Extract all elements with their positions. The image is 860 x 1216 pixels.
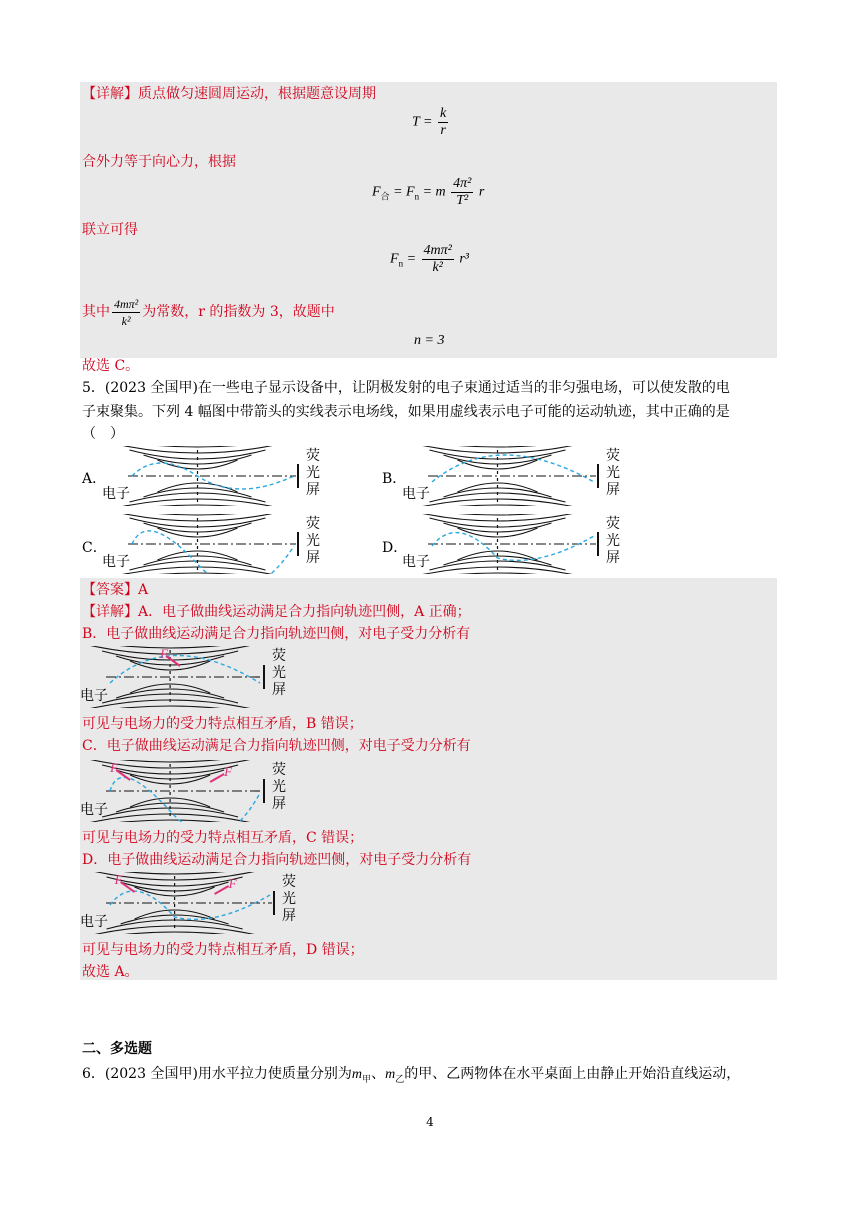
electron-label: 电子 [102, 554, 130, 570]
electron-label: 电子 [80, 802, 108, 818]
q6-m2-sub: 乙 [395, 1074, 405, 1085]
screen-label: 屏 [272, 796, 286, 812]
option-a-figure [102, 446, 332, 506]
q5-line2: 子束聚集。下列 4 幅图中带箭头的实线表示电场线，如果用虚线表示电子可能的运动轨迹，其中正确的是 [82, 404, 730, 420]
force-label: F [160, 646, 169, 661]
q5-line3: （ ） [82, 426, 124, 442]
q6-line1 [82, 1064, 740, 1090]
screen-label: 光 [272, 779, 286, 795]
formula-lhs: T = [412, 114, 433, 130]
q5-line1: 5．(2023 全国甲)在一些电子显示设备中，让阴极发射的电子束通过适当的非匀强电场，可以使发散的电 [82, 380, 730, 396]
option-c-figure [102, 514, 332, 574]
option-b-label: B． [382, 471, 407, 487]
screen-label: 光 [306, 465, 320, 481]
formula-n: n = 3 [414, 333, 445, 348]
q6-m1-sub: 甲 [362, 1074, 372, 1085]
screen-label: 荧 [272, 762, 286, 778]
wrong-d: 可见与电场力的受力特点相互矛盾，D 错误； [82, 942, 364, 958]
f-mid-sub: n [414, 191, 420, 202]
detail-a: 【详解】A．电子做曲线运动满足合力指向轨迹凹侧，A 正确； [82, 604, 471, 620]
electron-label: 电子 [402, 554, 430, 570]
force-label: F [114, 872, 123, 887]
screen-label: 荧 [282, 874, 296, 890]
formula-force [372, 176, 484, 209]
screen-label: 荧 [306, 448, 320, 464]
screen-label: 荧 [606, 516, 620, 532]
trajectory-path [110, 891, 270, 919]
answer-label: 【答案】A [82, 582, 149, 598]
force-figure-b [80, 646, 298, 708]
electron-label: 电子 [402, 486, 430, 502]
f-lhs: F [372, 184, 381, 200]
q6-m1: m [351, 1067, 363, 1082]
f-tail: r [478, 184, 485, 200]
force-label: F [224, 764, 233, 779]
screen-label: 光 [282, 891, 296, 907]
q6-post: 的甲、乙两物体在水平桌面上由静止开始沿直线运动， [404, 1066, 741, 1082]
detail-b: B．电子做曲线运动满足合力指向轨迹凹侧，对电子受力分析有 [82, 626, 471, 642]
screen-label: 荧 [272, 648, 286, 664]
r-den: k² [432, 260, 443, 275]
option-d-label: D． [382, 540, 408, 556]
wrong-c: 可见与电场力的受力特点相互矛盾，C 错误； [82, 830, 364, 846]
q6-m2: m [385, 1067, 396, 1082]
screen-label: 屏 [272, 682, 286, 698]
screen-label: 荧 [606, 448, 620, 464]
screen-label: 光 [606, 533, 620, 549]
screen-label: 光 [306, 533, 320, 549]
force-arrow [121, 882, 135, 892]
text-force: 合外力等于向心力，根据 [82, 154, 236, 170]
text-where [82, 294, 335, 330]
answer-c: 故选 C。 [82, 358, 140, 374]
r-eq: = [406, 251, 417, 267]
f-num: 4π² [453, 176, 472, 191]
where-post: 为常数，r 的指数为 3，故题中 [142, 304, 335, 320]
r-lhs: F [390, 251, 399, 267]
screen-label: 光 [272, 665, 286, 681]
option-c-label: C． [82, 540, 107, 556]
force-arrow [215, 886, 229, 894]
screen-label: 屏 [606, 550, 620, 566]
text-combine: 联立可得 [82, 222, 138, 238]
f-lhs-sub: 合 [380, 191, 390, 202]
detail-d: D．电子做曲线运动满足合力指向轨迹凹侧，对电子受力分析有 [82, 852, 472, 868]
formula-den: r [440, 123, 446, 138]
f-mid: = F [393, 184, 415, 200]
q6-pre: 6．(2023 全国甲)用水平拉力使质量分别为 [82, 1066, 352, 1082]
formula-result [390, 243, 469, 276]
option-b-figure [402, 446, 632, 506]
final-answer: 故选 A。 [82, 964, 139, 980]
detail-c: C．电子做曲线运动满足合力指向轨迹凹侧，对电子受力分析有 [82, 738, 471, 754]
q6-mid: 、 [371, 1066, 386, 1082]
screen-label: 荧 [306, 516, 320, 532]
r-num: 4mπ² [423, 243, 452, 258]
electron-label: 电子 [102, 486, 130, 502]
electron-label: 电子 [80, 688, 108, 704]
f-eq: = m [422, 184, 446, 200]
force-label: F [110, 760, 119, 775]
force-label: F [228, 876, 237, 891]
screen-label: 屏 [606, 482, 620, 498]
r-lhs-sub: n [398, 258, 404, 269]
force-figure-d [80, 872, 308, 934]
where-num: 4mπ² [114, 296, 139, 311]
f-den: T² [456, 193, 469, 208]
page-number: 4 [426, 1115, 434, 1129]
section-heading: 二、多选题 [82, 1041, 152, 1057]
wrong-b: 可见与电场力的受力特点相互矛盾，B 错误； [82, 716, 363, 732]
electron-label: 电子 [80, 914, 108, 930]
r-tail: r³ [459, 251, 469, 267]
detail-intro: 【详解】质点做匀速圆周运动，根据题意设周期 [82, 86, 376, 102]
option-d-figure [402, 514, 632, 574]
option-a-label: A． [82, 471, 107, 487]
screen-label: 屏 [306, 482, 320, 498]
formula-period [412, 106, 450, 139]
where-den: k² [121, 313, 131, 328]
force-figure-c [80, 760, 298, 822]
where-pre: 其中 [82, 304, 110, 320]
screen-label: 屏 [306, 550, 320, 566]
formula-num: k [439, 106, 447, 121]
screen-label: 光 [606, 465, 620, 481]
screen-label: 屏 [282, 908, 296, 924]
force-arrow [210, 774, 224, 782]
